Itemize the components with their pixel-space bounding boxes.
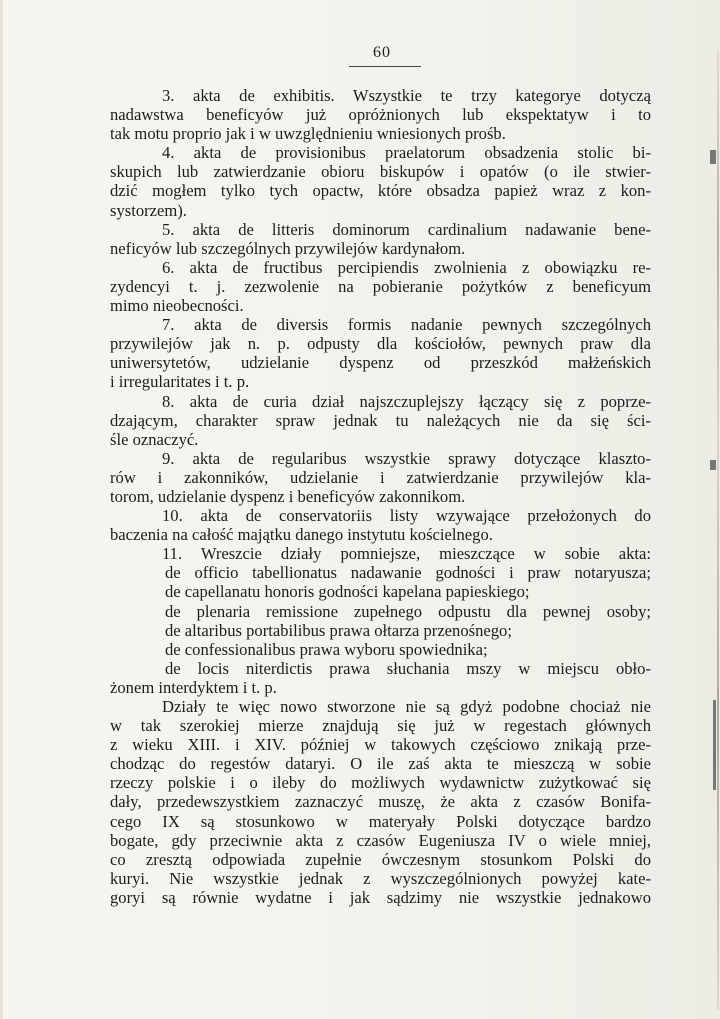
text-line: i irregularitates i t. p. [110, 372, 250, 392]
text-line: dzającym, charakter spraw jednak tu należących nie da się ści- [110, 410, 651, 430]
binding-mark [710, 150, 716, 164]
text-line: 4. akta de provisionibus praelatorum obsadzenia stolic bi- [162, 143, 651, 163]
text-line: torom, udzielanie dyspenz i beneficyów zakonnikom. [110, 486, 466, 506]
page-number: 60 [373, 44, 391, 61]
text-line: de altaribus portabilibus prawa ołtarza przenośnego; [165, 620, 512, 640]
text-line: żonem interdyktem i t. p. [110, 677, 277, 697]
text-line: mimo nieobecności. [110, 296, 244, 316]
text-line: nadawstwa beneficyów już opróżnionych lub ekspektatyw i to [110, 105, 651, 125]
text-line: 8. akta de curia dział najszczuplejszy łączący się z poprze- [162, 391, 651, 411]
text-line: z wieku XIII. i XIV. później w takowych częściowo znikają prze- [110, 735, 651, 755]
text-line: śle oznaczyć. [110, 429, 199, 449]
text-line: neficyów lub szczególnych przywilejów kardynałom. [110, 238, 466, 258]
text-line: Działy te więc nowo stworzone nie są gdyż podobne chociaż nie [162, 697, 651, 716]
text-line: de locis niterdictis prawa słuchania mszy w miejscu obło- [165, 658, 651, 678]
text-line: 10. akta de conservatoriis listy wzywające przełożonych do [162, 506, 651, 526]
text-line: tak motu proprio jak i w uwzględnieniu wniesionych prośb. [110, 124, 506, 144]
text-line: skupich lub zatwierdzanie obioru biskupów i opatów (o ile stwier- [110, 162, 651, 182]
text-line: de confessionalibus prawa wyboru spowiednika; [165, 639, 488, 659]
body-text [110, 86, 651, 907]
text-line: bogate, gdy przeciwnie akta z czasów Eugeniusza IV o wiele mniej, [110, 830, 651, 850]
text-line: cego IX są stosunkowo w materyały Polski dotyczące bardzo [110, 811, 651, 831]
text-line: 7. akta de diversis formis nadanie pewnych szczególnych [162, 315, 651, 335]
binding-mark [710, 460, 716, 470]
text-line: dały, przedewszystkiem zaznaczyć muszę, że akta z czasów Bonifa- [110, 792, 651, 812]
text-line: rów i zakonników, udzielanie i zatwierdzanie przywilejów kla- [110, 467, 651, 487]
binding-mark [713, 700, 716, 790]
text-line: 3. akta de exhibitis. Wszystkie te trzy kategorye dotyczą [162, 86, 651, 105]
text-line: zydencyi t. j. zezwolenie na pobieranie pożytków z beneficyum [110, 276, 651, 296]
text-line: co zresztą odpowiada zupełnie ówczesnym stosunkom Polski do [110, 849, 651, 869]
text-line: chodząc do regestów dataryi. O ile zaś akta te mieszczą w sobie [110, 754, 651, 774]
page-left-edge [0, 0, 3, 1019]
text-line: 9. akta de regularibus wszystkie sprawy dotyczące klaszto- [162, 448, 651, 468]
text-line: de officio tabellionatus nadawanie godności i praw notaryusza; [165, 563, 651, 583]
text-line: 5. akta de litteris dominorum cardinalium nadawanie bene- [162, 219, 651, 239]
text-line: uniwersytetów, udzielanie dyspenz od przeszkód małżeńskich [110, 353, 651, 373]
page-number-rule [349, 66, 421, 67]
page-right-edge [717, 50, 719, 1010]
text-line: 6. akta de fructibus percipiendis zwolnienia z obowiązku re- [162, 257, 651, 277]
text-line: rzeczy polskie i o ileby do możliwych wydawnictw zużytkować się [110, 773, 651, 793]
text-line: w tak szerokiej mierze znajdują się już w regestach głównych [110, 716, 651, 736]
text-line: 11. Wreszcie działy pomniejsze, mieszczące w sobie akta: [162, 544, 651, 564]
text-line: goryi są równie wydatne i jak sądzimy nie wszystkie jednakowo [110, 887, 651, 907]
text-line: de capellanatu honoris godności kapelana papieskiego; [165, 582, 530, 602]
text-line: systorzem). [110, 200, 187, 220]
text-line: de plenaria remissione zupełnego odpustu dla pewnej osoby; [165, 601, 651, 621]
text-line: baczenia na całość majątku danego instytutu kościelnego. [110, 525, 493, 545]
text-line: dzić mogłem tylko tych opactw, które obsadza papież wraz z kon- [110, 181, 651, 201]
text-line: kuryi. Nie wszystkie jednak z wyszczególnionych powyżej kate- [110, 868, 651, 888]
text-line: przywilejów jak n. p. odpusty dla kościołów, pewnych praw dla [110, 334, 651, 354]
